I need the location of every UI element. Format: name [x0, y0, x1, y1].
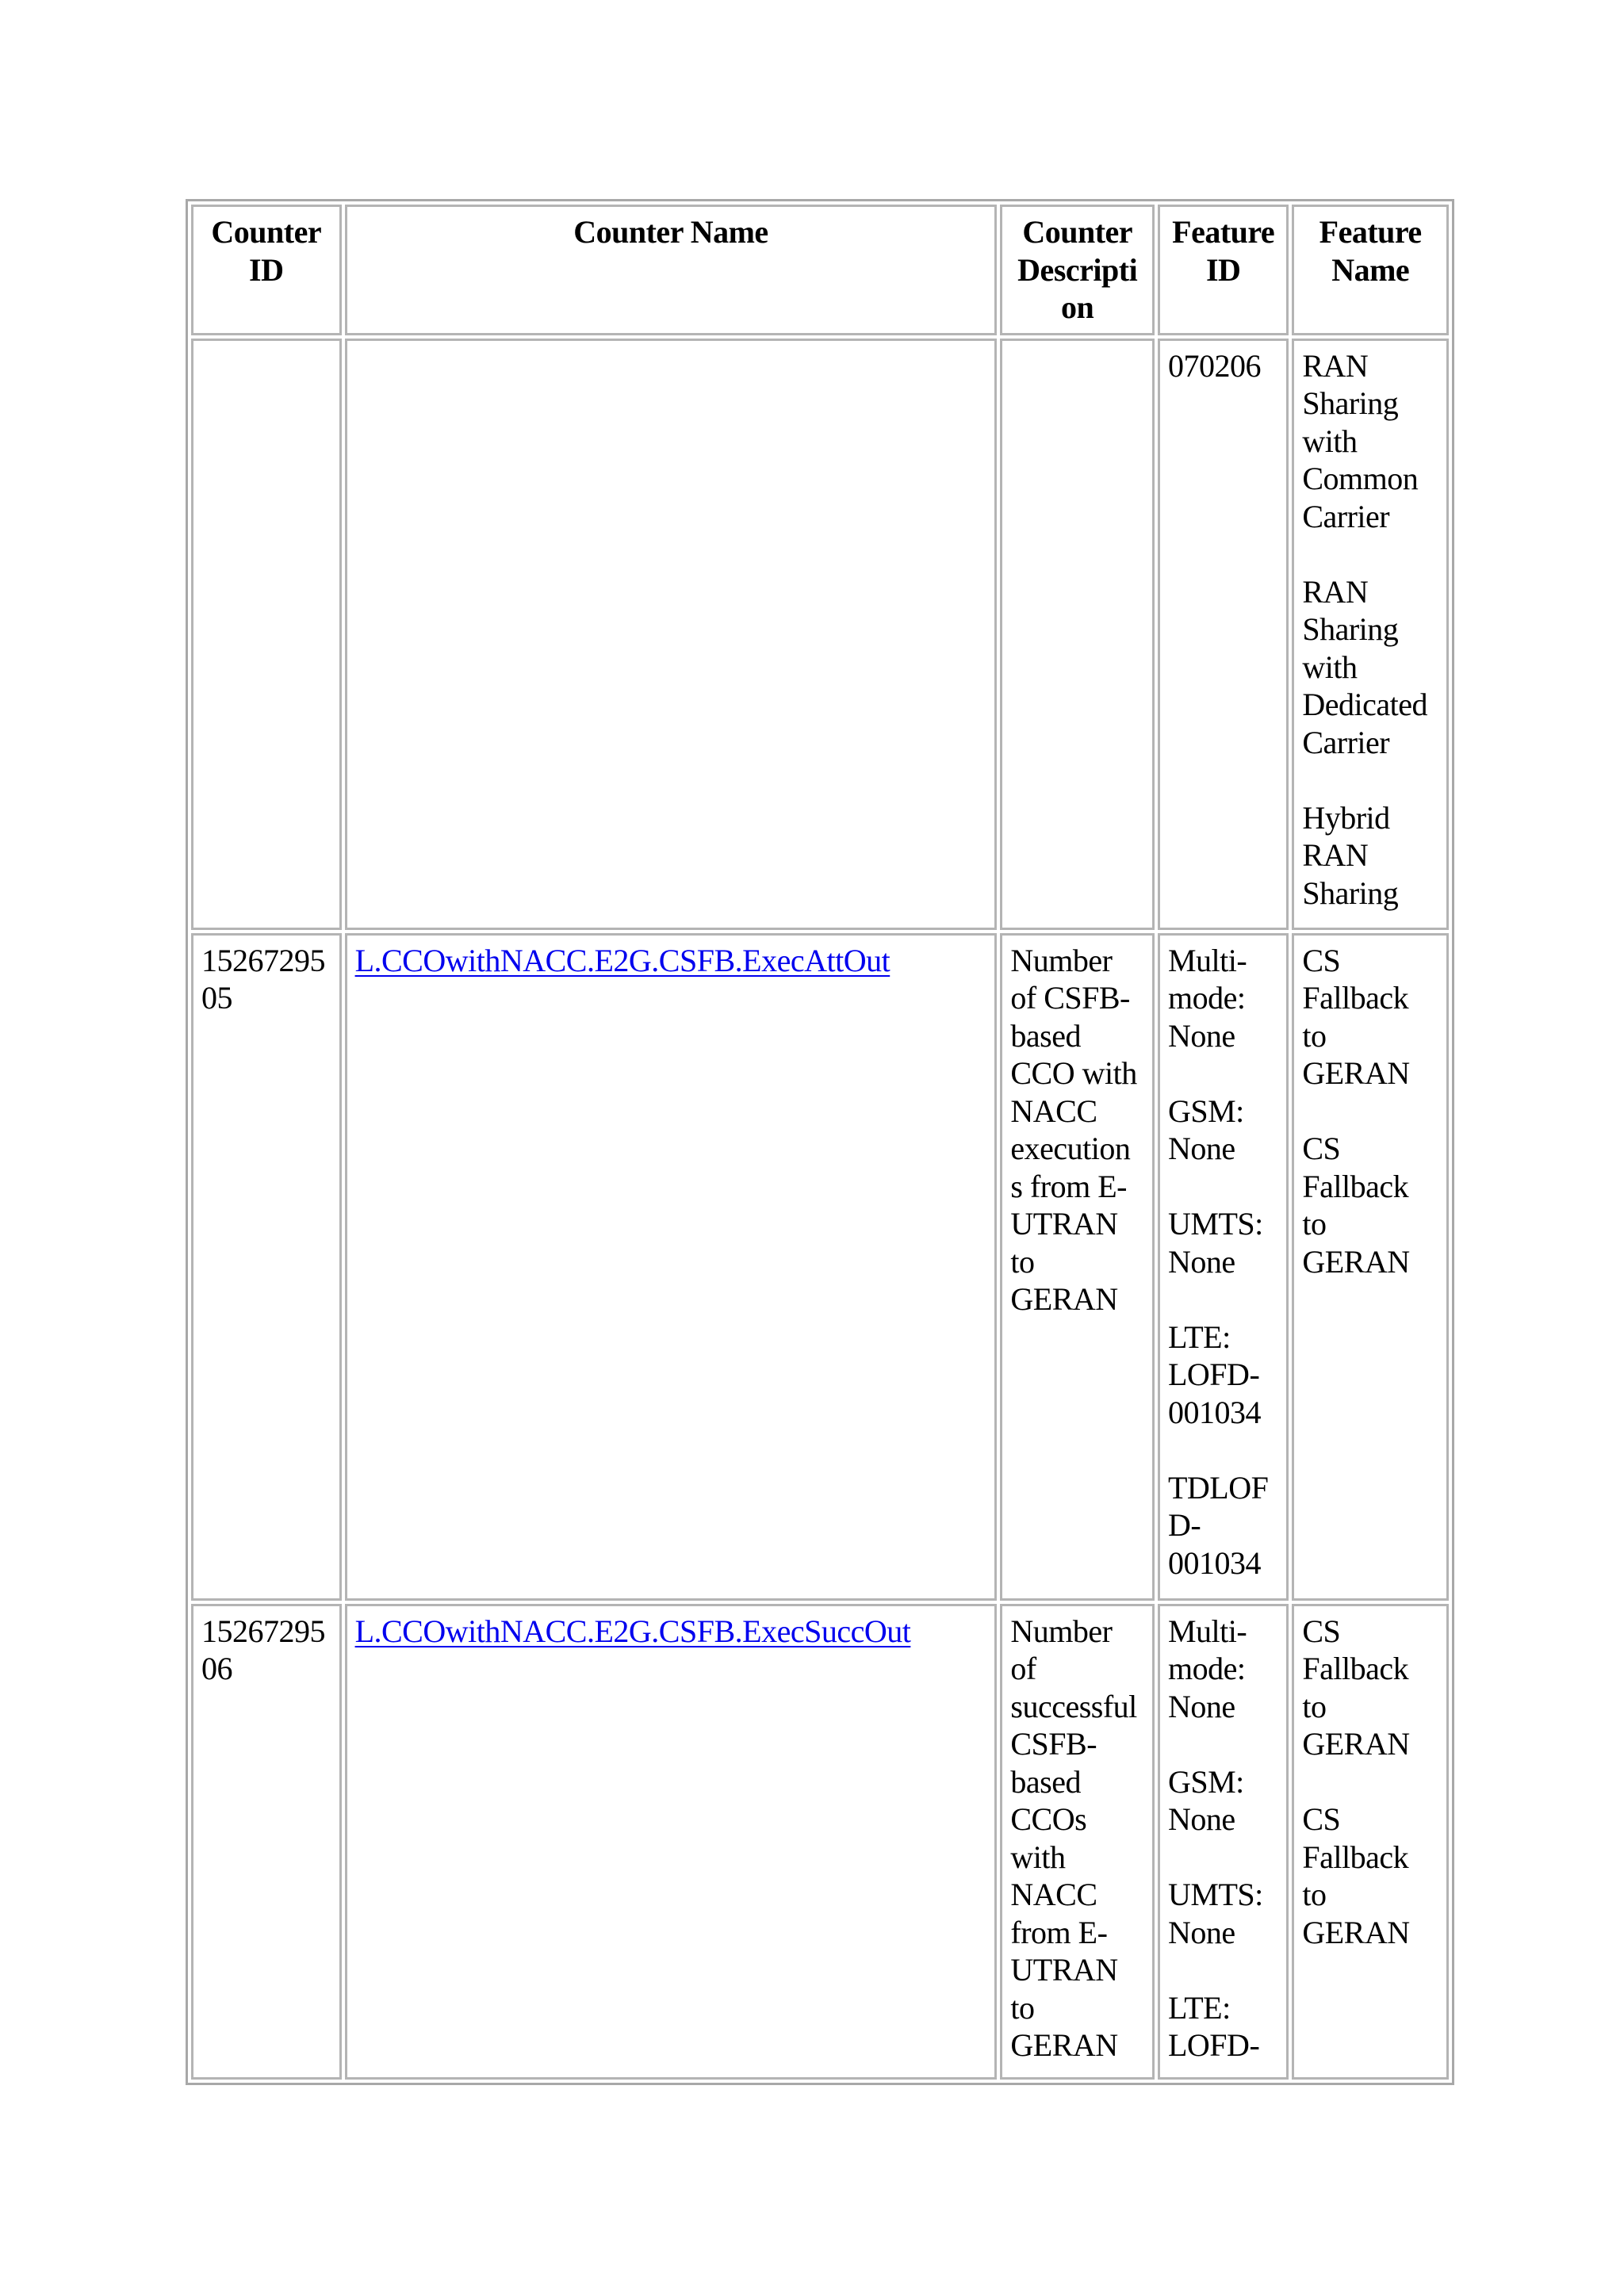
table-header — [191, 205, 1449, 335]
cell-text-line: Common — [1302, 461, 1419, 496]
cell-feature-id — [1158, 933, 1289, 1601]
cell-text-line: Hybrid — [1302, 799, 1390, 836]
table-row — [191, 933, 1449, 1601]
cell-text-line: based — [1010, 1763, 1081, 1800]
cell-feature-name — [1292, 1604, 1449, 2080]
cell-text-line: None — [1167, 1688, 1235, 1724]
cell-text-line: ID — [249, 251, 284, 288]
cell-text-line: Number — [1010, 942, 1113, 978]
cell-text-line: UTRAN — [1010, 1952, 1118, 1988]
cell-text-line: on — [1061, 289, 1094, 325]
blank-line — [1302, 1763, 1438, 1801]
cell-text-line: UMTS: — [1167, 1206, 1263, 1242]
cell-counter-description — [1000, 339, 1155, 930]
cell-text-line: from E- — [1010, 1914, 1108, 1950]
table-row — [191, 339, 1449, 930]
cell-text-line: UTRAN — [1010, 1206, 1118, 1242]
cell-text-line: CS — [1302, 1801, 1341, 1837]
cell-text-line: with — [1302, 423, 1358, 459]
cell-text-line: Fallback — [1302, 1168, 1409, 1204]
cell-text-line: NACC — [1010, 1093, 1097, 1129]
cell-text-line: Multi- — [1167, 942, 1247, 978]
cell-counter-name — [345, 933, 998, 1601]
cell-text-line: Multi- — [1167, 1613, 1247, 1649]
cell-text-line: Fallback — [1302, 1651, 1409, 1686]
table-body — [191, 339, 1449, 2080]
header-row — [191, 205, 1449, 335]
cell-text-line: 15267295 — [201, 942, 325, 978]
cell-text-line: RAN — [1302, 837, 1369, 873]
cell-text-line: Carrier — [1302, 724, 1390, 760]
cell-text-line: RAN — [1302, 347, 1369, 384]
cell-text-line: Sharing — [1302, 385, 1399, 421]
header-counter-name — [345, 205, 998, 335]
cell-text-line: successful — [1010, 1688, 1137, 1724]
cell-feature-id — [1158, 1604, 1289, 2080]
cell-text-line: to — [1302, 1017, 1327, 1054]
cell-counter-id — [191, 1604, 342, 2080]
cell-text-line: CS — [1302, 942, 1341, 978]
cell-text-line: Fallback — [1302, 1839, 1409, 1875]
cell-text-line: Fallback — [1302, 980, 1409, 1016]
cell-text-line: to — [1302, 1688, 1327, 1724]
cell-text-line: GERAN — [1302, 1055, 1410, 1091]
cell-text-line: mode: — [1167, 1651, 1246, 1686]
cell-counter-name — [345, 339, 998, 930]
cell-text-line: Descripti — [1017, 251, 1138, 288]
cell-counter-name — [345, 1604, 998, 2080]
cell-text-line: Counter Name — [573, 214, 768, 250]
table-row — [191, 1604, 1449, 2080]
cell-text-line: GSM: — [1167, 1763, 1244, 1800]
header-feature-id — [1158, 205, 1289, 335]
cell-text-line: to — [1302, 1877, 1327, 1912]
cell-feature-name — [1292, 933, 1449, 1601]
cell-text-line: ID — [1205, 251, 1241, 288]
cell-text-line: UMTS: — [1167, 1877, 1263, 1912]
cell-text-line: None — [1167, 1131, 1235, 1166]
blank-line — [1168, 1725, 1278, 1763]
header-counter-id — [191, 205, 342, 335]
cell-text-line: Name — [1331, 251, 1410, 288]
cell-feature-id — [1158, 339, 1289, 930]
cell-text-line: GERAN — [1302, 1243, 1410, 1280]
cell-text-line: None — [1167, 1017, 1235, 1054]
cell-text-line: Number — [1010, 1613, 1113, 1649]
cell-text-line: based — [1010, 1017, 1081, 1054]
cell-text-line: to — [1010, 1989, 1035, 2026]
counter-name-link[interactable]: L.CCOwithNACC.E2G.CSFB.ExecSuccOut — [354, 1613, 911, 1649]
cell-text-line: CS — [1302, 1613, 1341, 1649]
cell-counter-id — [191, 339, 342, 930]
cell-text-line: CCO with — [1010, 1055, 1137, 1091]
cell-text-line: None — [1167, 1801, 1235, 1837]
cell-text-line: None — [1167, 1243, 1235, 1280]
cell-text-line: TDLOF — [1167, 1469, 1269, 1506]
cell-text-line: GERAN — [1010, 1281, 1118, 1317]
cell-text-line: LTE: — [1167, 1318, 1231, 1355]
cell-text-line: Carrier — [1302, 498, 1390, 534]
cell-feature-name — [1292, 339, 1449, 930]
cell-text-line: LOFD- — [1167, 2027, 1260, 2063]
blank-line — [1168, 1431, 1278, 1469]
cell-text-line: to — [1010, 1243, 1035, 1280]
cell-text-line: GERAN — [1010, 2027, 1118, 2063]
cell-text-line: Feature — [1172, 214, 1275, 250]
blank-line — [1168, 1168, 1278, 1206]
cell-text-line: Sharing — [1302, 611, 1399, 647]
blank-line — [1302, 761, 1438, 799]
cell-text-line: mode: — [1167, 980, 1246, 1016]
blank-line — [1302, 535, 1438, 573]
cell-counter-description — [1000, 1604, 1155, 2080]
blank-line — [1302, 1093, 1438, 1131]
cell-text-line: 15267295 — [201, 1613, 325, 1649]
cell-text-line: RAN — [1302, 573, 1369, 610]
cell-text-line: GERAN — [1302, 1726, 1410, 1762]
cell-text-line: Counter — [1022, 214, 1133, 250]
cell-counter-description — [1000, 933, 1155, 1601]
cell-text-line: Dedicated — [1302, 687, 1427, 722]
cell-text-line: NACC — [1010, 1877, 1097, 1912]
cell-text-line: GERAN — [1302, 1914, 1410, 1950]
cell-text-line: 001034 — [1167, 1544, 1261, 1581]
cell-text-line: with — [1302, 649, 1358, 685]
cell-text-line: 070206 — [1167, 347, 1261, 384]
cell-text-line: execution — [1010, 1131, 1131, 1166]
blank-line — [1168, 1280, 1278, 1318]
cell-text-line: Counter — [211, 214, 322, 250]
cell-text-line: CCOs — [1010, 1801, 1087, 1837]
cell-text-line: 001034 — [1167, 1394, 1261, 1430]
cell-text-line: 05 — [201, 980, 232, 1016]
cell-text-line: 06 — [201, 1651, 232, 1686]
cell-text-line: GSM: — [1167, 1093, 1244, 1129]
blank-line — [1168, 1951, 1278, 1989]
header-counter-description — [1000, 205, 1155, 335]
cell-text-line: Feature — [1319, 214, 1422, 250]
cell-text-line: LTE: — [1167, 1989, 1231, 2026]
cell-text-line: with — [1010, 1839, 1066, 1875]
blank-line — [1168, 1054, 1278, 1093]
cell-text-line: CSFB- — [1010, 1726, 1097, 1762]
cell-text-line: to — [1302, 1206, 1327, 1242]
cell-text-line: of — [1010, 1651, 1036, 1686]
cell-text-line: s from E- — [1010, 1168, 1127, 1204]
cell-text-line: LOFD- — [1167, 1357, 1260, 1392]
cell-counter-id — [191, 933, 342, 1601]
cell-text-line: CS — [1302, 1131, 1341, 1166]
cell-text-line: D- — [1167, 1507, 1201, 1543]
blank-line — [1168, 1839, 1278, 1877]
cell-text-line: of CSFB- — [1010, 980, 1130, 1016]
header-feature-name — [1292, 205, 1449, 335]
counter-name-link[interactable]: L.CCOwithNACC.E2G.CSFB.ExecAttOut — [354, 942, 891, 978]
counter-table — [186, 199, 1454, 2085]
cell-text-line: None — [1167, 1914, 1235, 1950]
cell-text-line: Sharing — [1302, 874, 1399, 911]
